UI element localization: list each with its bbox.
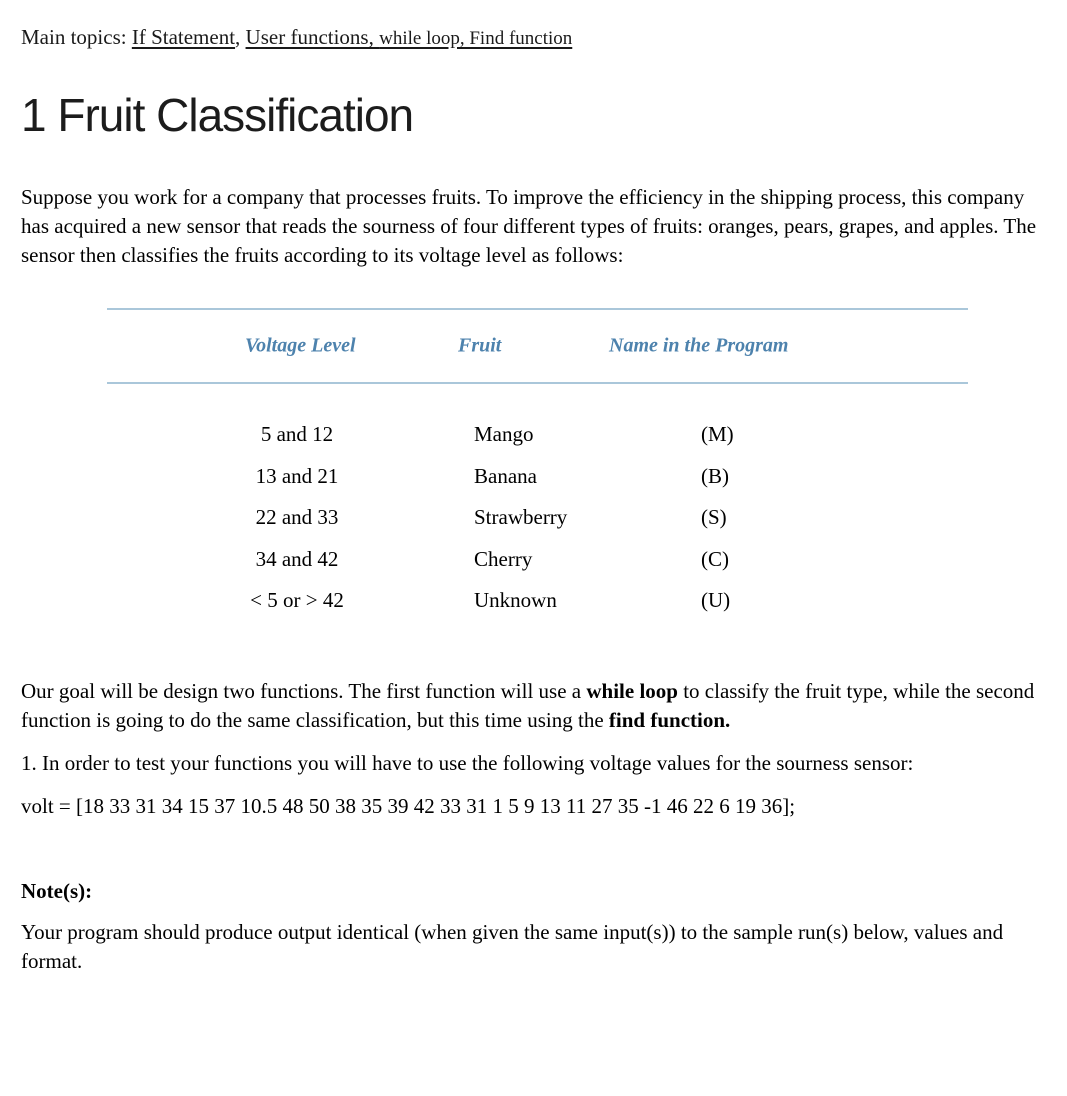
fruit-cell: Strawberry — [474, 505, 568, 530]
topic-link-user-functions-part2: while loop, Find function — [379, 28, 573, 49]
voltage-cell: 34 and 42 — [255, 546, 339, 571]
name-cell: (M) — [701, 422, 734, 447]
table-row — [107, 414, 968, 456]
name-cell: (B) — [701, 463, 729, 488]
table-row — [107, 580, 968, 622]
goal-text-1: Our goal will be design two functions. The first function will use a — [21, 679, 587, 704]
topic-link-user-functions[interactable] — [246, 25, 573, 49]
topic-link-if-statement[interactable]: If Statement — [131, 25, 236, 49]
goal-text-2: to classify the fruit type, while the second function is going to do the same classification, but this time using the — [21, 679, 1035, 733]
bold-while-loop: while loop — [586, 679, 678, 704]
voltage-cell: < 5 or > 42 — [250, 588, 344, 613]
voltage-cell: 22 and 33 — [255, 505, 339, 530]
voltage-cell: 5 and 12 — [260, 422, 334, 447]
name-cell: (C) — [701, 546, 729, 571]
table-body — [107, 384, 968, 628]
topic-link-user-functions-part1: User functions, — [245, 25, 380, 49]
table-row — [107, 538, 968, 580]
page-title: 1 Fruit Classification — [21, 88, 414, 141]
topic-separator: , — [235, 25, 246, 49]
name-cell: (S) — [701, 505, 727, 530]
name-cell: (U) — [701, 588, 731, 613]
table-header-row — [107, 310, 968, 382]
table-row — [107, 497, 968, 539]
voltage-cell: 13 and 21 — [255, 463, 339, 488]
fruit-cell: Unknown — [474, 588, 557, 613]
table-row — [107, 455, 968, 497]
fruit-cell: Cherry — [474, 546, 533, 571]
fruit-cell: Mango — [474, 422, 534, 447]
name-in-program-header: Name in the Program — [609, 334, 789, 357]
fruit-header: Fruit — [458, 334, 502, 357]
volt-assignment: volt = [18 33 31 34 15 37 10.5 48 50 38 35 39 42 33 31 1 5 9 13 11 27 35 -1 46 22 6 19 36]; — [21, 794, 796, 819]
notes-heading: Note(s): — [21, 879, 93, 904]
main-topics-line — [21, 24, 1045, 51]
main-topics-label: Main topics: — [21, 25, 132, 49]
fruit-cell: Banana — [474, 463, 537, 488]
goal-paragraph — [21, 677, 1044, 735]
task-item: 1. In order to test your functions you will have to use the following voltage values for the sourness sensor: — [21, 751, 914, 776]
fruit-table — [107, 308, 968, 628]
notes-paragraph: Your program should produce output identical (when given the same input(s)) to the sample run(s) below, values and format. — [21, 920, 1004, 974]
bold-find-function: find function. — [608, 708, 731, 733]
intro-paragraph: Suppose you work for a company that processes fruits. To improve the efficiency in the shipping process, this company has acquired a new sensor that reads the sourness of four different types of fruits: oranges, pears, grapes, and apples. The sensor then classifies the fruits according to its voltage level as follows: — [21, 184, 1037, 267]
voltage-level-header: Voltage Level — [245, 334, 356, 357]
